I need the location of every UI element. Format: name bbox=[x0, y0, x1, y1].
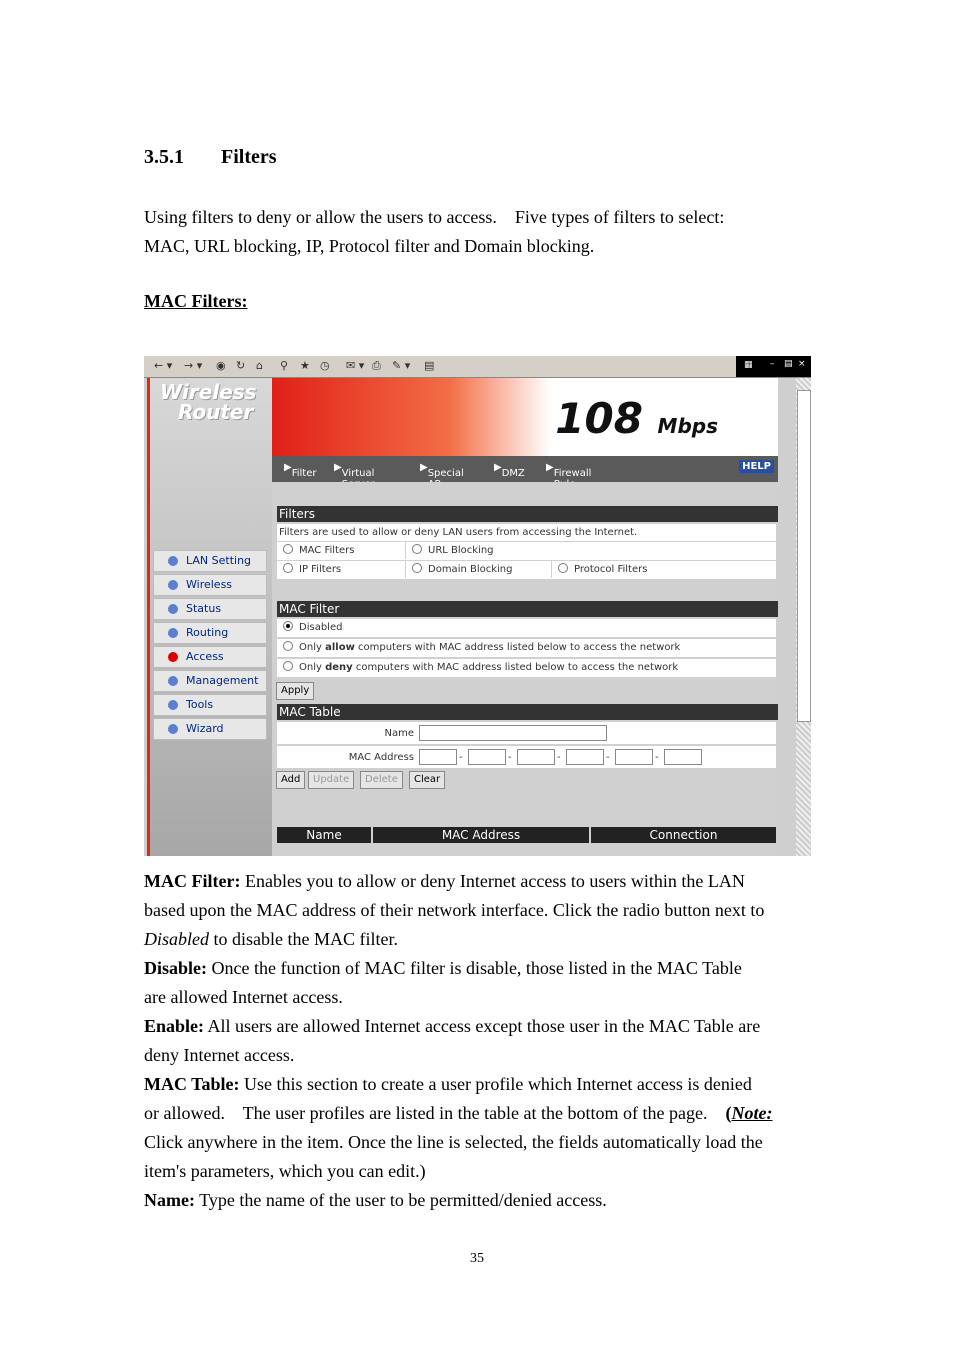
edit-icon[interactable]: ✎ ▾ bbox=[392, 359, 411, 372]
sidebar-item-management[interactable] bbox=[153, 670, 267, 692]
nav-tab-virtual-server[interactable]: ▶ Virtual bbox=[334, 462, 342, 473]
discuss-icon[interactable]: ▤ bbox=[424, 359, 435, 372]
sidebar-item-lan-setting[interactable] bbox=[153, 550, 267, 572]
mac-table-title: MAC Table bbox=[277, 704, 778, 720]
deny-text: Only bbox=[299, 662, 326, 673]
menu-label: Wireless bbox=[186, 578, 233, 591]
mac-address-row bbox=[277, 746, 776, 769]
col-header-name: Name bbox=[277, 827, 371, 843]
filters-title: Filters bbox=[277, 506, 778, 522]
main-content bbox=[272, 482, 778, 856]
section-number: 3.5.1 bbox=[144, 146, 184, 168]
mail-icon[interactable]: ✉ ▾ bbox=[346, 359, 365, 372]
text: All users are allowed Internet access except those user in the MAC Table are bbox=[204, 1016, 761, 1036]
apply-button[interactable]: Apply bbox=[276, 682, 314, 700]
sidebar-item-wireless[interactable] bbox=[153, 574, 267, 596]
radio-icon[interactable] bbox=[283, 544, 293, 554]
back-icon[interactable]: ← ▾ bbox=[154, 359, 173, 372]
option-label: IP Filters bbox=[299, 564, 342, 575]
mac-octet-2[interactable] bbox=[468, 749, 506, 765]
separator: - bbox=[459, 752, 463, 763]
menu-label: Wizard bbox=[186, 722, 224, 735]
text: or allowed. The user profiles are listed in the table at the bottom of the page. bbox=[144, 1103, 726, 1123]
mac-filters-option[interactable] bbox=[277, 542, 406, 559]
allow-text: Only bbox=[299, 642, 326, 653]
separator: - bbox=[655, 752, 659, 763]
intro-line-1: Using filters to deny or allow the users to access. Five types of filters to select: bbox=[144, 207, 725, 227]
option-label: MAC Filters bbox=[299, 545, 355, 556]
bullet-icon bbox=[168, 652, 178, 662]
windows-logo-icon: ▦ bbox=[744, 360, 753, 370]
nav-label: DMZ bbox=[501, 468, 525, 479]
separator: - bbox=[606, 752, 610, 763]
sidebar bbox=[147, 378, 275, 856]
scrollbar[interactable] bbox=[796, 378, 811, 856]
italic-term: Disabled bbox=[144, 929, 209, 949]
mac-filter-allow-row[interactable] bbox=[277, 639, 776, 658]
radio-icon[interactable] bbox=[558, 563, 568, 573]
mac-octet-4[interactable] bbox=[566, 749, 604, 765]
header-banner bbox=[272, 378, 778, 456]
restore-icon[interactable]: ▤ bbox=[784, 359, 793, 369]
term: Disable: bbox=[144, 958, 207, 978]
separator: - bbox=[557, 752, 561, 763]
text: Click anywhere in the item. Once the line is selected, the fields automatically load the bbox=[144, 1132, 763, 1152]
url-blocking-option[interactable] bbox=[406, 542, 776, 559]
forward-icon[interactable]: → ▾ bbox=[184, 359, 203, 372]
note-label: Note: bbox=[731, 1103, 773, 1123]
home-icon[interactable]: ⌂ bbox=[256, 359, 263, 372]
text: Enables you to allow or deny Internet access to users within the LAN bbox=[240, 871, 745, 891]
nav-label: Filter bbox=[291, 468, 317, 479]
section-heading bbox=[144, 146, 277, 169]
speed-badge bbox=[555, 394, 718, 443]
bullet-icon bbox=[168, 676, 178, 686]
bullet-icon bbox=[168, 556, 178, 566]
nav-tab-filter[interactable]: ▶ Filter bbox=[284, 462, 317, 479]
speed-value: 108 bbox=[555, 394, 643, 443]
nav-label: Firewall bbox=[553, 468, 592, 479]
intro-line-2: MAC, URL blocking, IP, Protocol filter and Domain blocking. bbox=[144, 236, 595, 256]
mac-filter-title: MAC Filter bbox=[277, 601, 778, 617]
menu-label: Status bbox=[186, 602, 222, 615]
enable-paragraph bbox=[144, 1012, 824, 1070]
sidebar-item-tools[interactable] bbox=[153, 694, 267, 716]
filters-description bbox=[277, 524, 776, 542]
text: deny Internet access. bbox=[144, 1045, 295, 1065]
name-row bbox=[277, 722, 776, 745]
router-logo bbox=[160, 382, 257, 422]
bullet-icon bbox=[168, 604, 178, 614]
mac-octet-5[interactable] bbox=[615, 749, 653, 765]
search-icon[interactable]: ⚲ bbox=[280, 359, 289, 372]
option-label: Domain Blocking bbox=[428, 564, 513, 575]
router-screenshot bbox=[144, 356, 811, 856]
col-header-mac-address: MAC Address bbox=[373, 827, 589, 843]
deny-bold: deny bbox=[325, 662, 353, 673]
allow-bold: allow bbox=[325, 642, 355, 653]
mac-filter-disabled-row[interactable] bbox=[277, 619, 776, 638]
sidebar-item-access[interactable] bbox=[153, 646, 267, 668]
close-icon[interactable]: × bbox=[798, 359, 806, 369]
clear-button[interactable]: Clear bbox=[409, 771, 445, 789]
paren: ( bbox=[725, 1103, 732, 1123]
nav-tab-special-ap[interactable]: ▶ Special bbox=[420, 462, 428, 473]
term: Enable: bbox=[144, 1016, 205, 1036]
nav-label: Virtual bbox=[341, 468, 375, 479]
scrollbar-thumb[interactable] bbox=[797, 390, 811, 722]
page-number: 35 bbox=[470, 1251, 484, 1266]
bullet-icon bbox=[168, 700, 178, 710]
add-button[interactable]: Add bbox=[276, 771, 305, 789]
bullet-icon bbox=[168, 628, 178, 638]
favorites-icon[interactable]: ★ bbox=[300, 359, 310, 372]
text: item's parameters, which you can edit.) bbox=[144, 1161, 426, 1181]
mac-octet-3[interactable] bbox=[517, 749, 555, 765]
text: Type the name of the user to be permitted/denied access. bbox=[194, 1190, 607, 1210]
top-nav bbox=[272, 456, 778, 482]
radio-icon[interactable] bbox=[283, 661, 293, 671]
sidebar-item-routing[interactable] bbox=[153, 622, 267, 644]
update-button[interactable]: Update bbox=[308, 771, 354, 789]
mac-filter-deny-row[interactable] bbox=[277, 659, 776, 678]
stop-icon[interactable]: ◉ bbox=[216, 359, 226, 372]
name-label: Name bbox=[384, 728, 414, 739]
radio-icon[interactable] bbox=[283, 641, 293, 651]
allow-text-rest: computers with MAC address listed below to access the network bbox=[354, 642, 681, 653]
mac-table-paragraph bbox=[144, 1070, 824, 1186]
radio-icon[interactable] bbox=[283, 563, 293, 573]
ip-filters-option[interactable] bbox=[277, 561, 406, 578]
mac-filter-paragraph bbox=[144, 867, 824, 954]
help-button[interactable]: HELP bbox=[739, 460, 774, 473]
option-label: Protocol Filters bbox=[574, 564, 648, 575]
description-text bbox=[144, 867, 824, 1215]
nav-tab-dmz[interactable]: ▶ DMZ bbox=[494, 462, 525, 479]
logo-line-1: Wireless bbox=[160, 380, 257, 404]
separator: - bbox=[508, 752, 512, 763]
mac-octet-1[interactable] bbox=[419, 749, 457, 765]
history-icon[interactable]: ◷ bbox=[320, 359, 330, 372]
filters-desc-text: Filters are used to allow or deny LAN users from accessing the Internet. bbox=[279, 527, 638, 538]
text: Use this section to create a user profile which Internet access is denied bbox=[239, 1074, 752, 1094]
name-paragraph bbox=[144, 1186, 824, 1215]
nav-tab-firewall-rule[interactable]: ▶ Firewall bbox=[546, 462, 554, 473]
term: MAC Filter: bbox=[144, 871, 241, 891]
section-title: Filters bbox=[221, 146, 277, 168]
menu-label: Routing bbox=[186, 626, 229, 639]
sidebar-item-status[interactable] bbox=[153, 598, 267, 620]
nav-label: Special bbox=[427, 468, 464, 479]
speed-unit: Mbps bbox=[657, 414, 718, 438]
sidebar-menu bbox=[153, 550, 267, 742]
window-controls bbox=[736, 356, 811, 377]
intro-paragraph bbox=[144, 203, 824, 261]
menu-label: Access bbox=[186, 650, 224, 663]
menu-label: Tools bbox=[186, 698, 214, 711]
mac-address-label: MAC Address bbox=[348, 752, 414, 763]
menu-label: LAN Setting bbox=[186, 554, 252, 567]
bullet-icon bbox=[168, 580, 178, 590]
disabled-label: Disabled bbox=[299, 622, 343, 633]
browser-toolbar bbox=[144, 356, 811, 378]
radio-icon[interactable] bbox=[412, 544, 422, 554]
deny-text-rest: computers with MAC address listed below to access the network bbox=[352, 662, 679, 673]
mac-octet-6[interactable] bbox=[664, 749, 702, 765]
disable-paragraph bbox=[144, 954, 824, 1012]
protocol-filters-option[interactable] bbox=[552, 561, 776, 578]
sidebar-item-wizard[interactable] bbox=[153, 718, 267, 740]
text: are allowed Internet access. bbox=[144, 987, 343, 1007]
logo-line-2: Router bbox=[178, 400, 254, 424]
bullet-icon bbox=[168, 724, 178, 734]
menu-label: Management bbox=[186, 674, 259, 687]
domain-blocking-option[interactable] bbox=[406, 561, 552, 578]
filter-options-row-1 bbox=[277, 542, 776, 561]
term: MAC Table: bbox=[144, 1074, 240, 1094]
radio-icon[interactable] bbox=[412, 563, 422, 573]
text: based upon the MAC address of their network interface. Click the radio button next to bbox=[144, 900, 765, 920]
filter-options-row-2 bbox=[277, 561, 776, 580]
refresh-icon[interactable]: ↻ bbox=[236, 359, 246, 372]
term: Name: bbox=[144, 1190, 195, 1210]
text: to disable the MAC filter. bbox=[209, 929, 398, 949]
name-input[interactable] bbox=[419, 725, 607, 741]
option-label: URL Blocking bbox=[428, 545, 494, 556]
radio-icon[interactable] bbox=[283, 621, 293, 631]
delete-button[interactable]: Delete bbox=[360, 771, 403, 789]
minimize-icon[interactable]: – bbox=[770, 359, 775, 369]
col-header-connection: Connection bbox=[591, 827, 776, 843]
mac-filters-heading: MAC Filters: bbox=[144, 291, 248, 311]
text: Once the function of MAC filter is disable, those listed in the MAC Table bbox=[207, 958, 742, 978]
print-icon[interactable]: ⎙ bbox=[372, 359, 381, 372]
